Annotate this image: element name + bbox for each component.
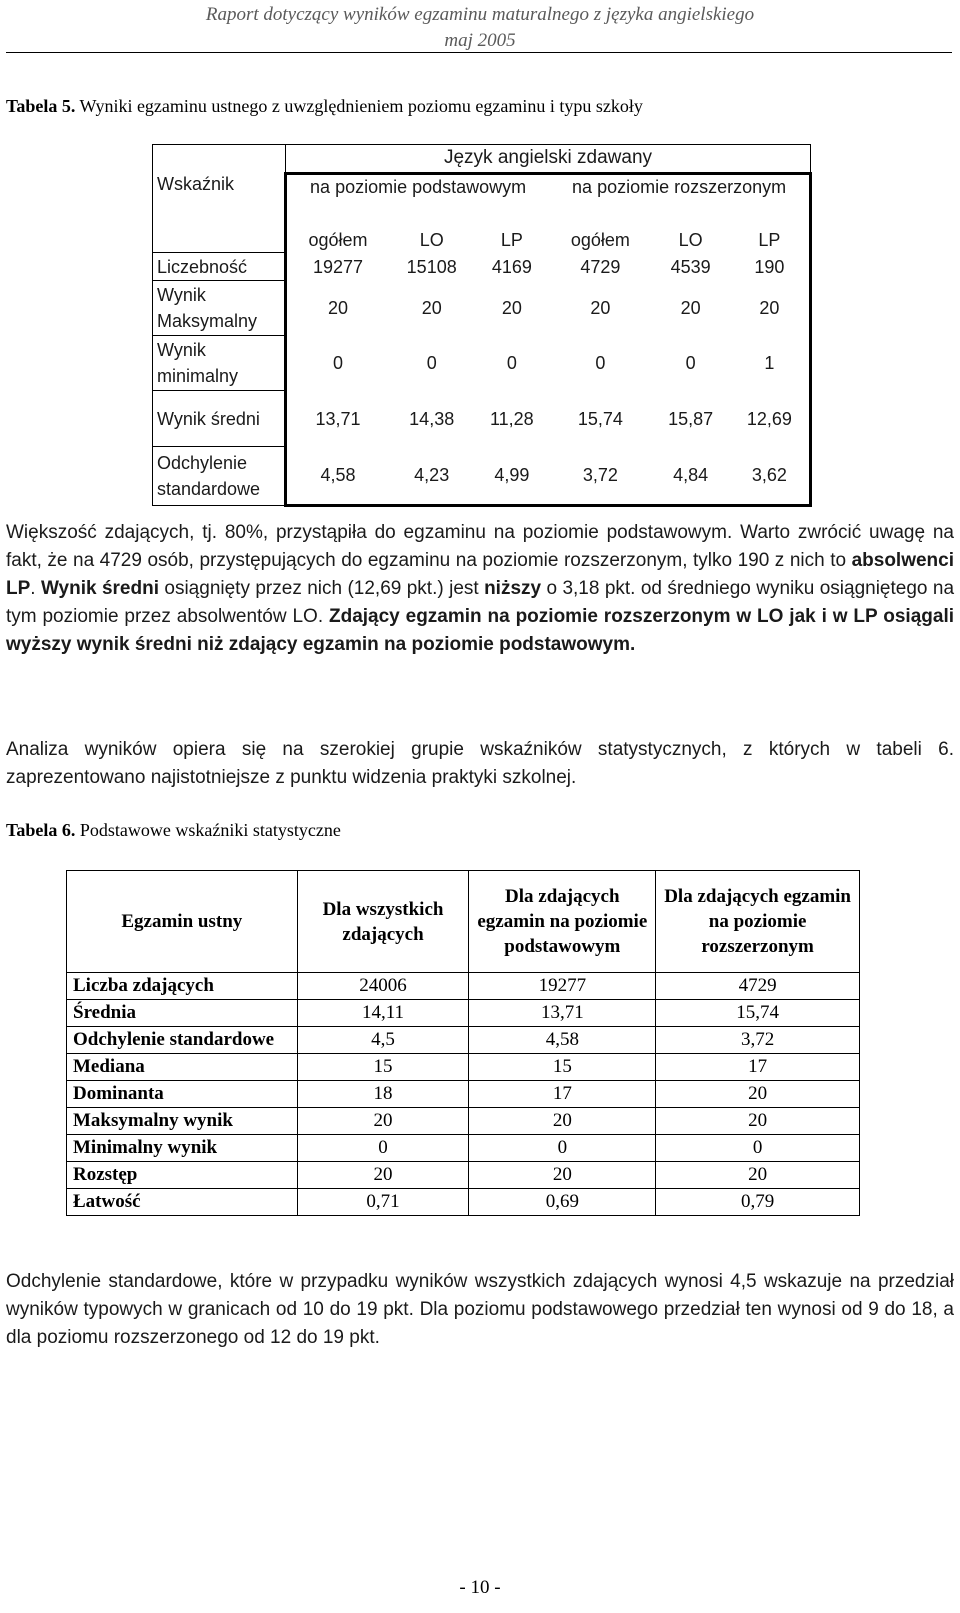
paragraph-emphasis: niższy [484,578,542,599]
paragraph-emphasis: Wynik średni [40,578,159,599]
table5-row-label: Wynik minimalny [153,336,286,391]
paragraph-emphasis: absolwenci LP [6,550,954,599]
table-row [153,391,811,446]
table6-header: Egzamin ustny [67,871,298,973]
table5-level-basic: na poziomie podstawowym [286,173,550,226]
table6-caption-label: Tabela 6. [6,820,76,840]
table5-subheader: LO [678,229,703,250]
table6-cell: 20 [297,1108,469,1135]
table6-cell: 14,11 [297,1000,469,1027]
table6-row-label: Mediana [67,1054,298,1081]
table6-cell: 0 [469,1135,656,1162]
table5-cell: 0 [286,336,389,391]
table6-row-label: Średnia [67,1000,298,1027]
table6-cell: 20 [656,1108,860,1135]
page-header [0,0,960,54]
table5-cell: 11,28 [489,408,534,429]
table5-cell: 1 [730,336,811,391]
table-row [67,973,860,1000]
table6-header: Dla wszystkich zdających [297,871,469,973]
table6 [66,870,860,1216]
table5-cell: 20 [590,298,611,319]
table6-row-label: Dominanta [67,1081,298,1108]
table6-row-label: Odchylenie standardowe [67,1027,298,1054]
table5-subheader: LP [730,226,811,253]
page-number: - 10 - [459,1577,501,1598]
table5-caption-text: Wyniki egzaminu ustnego z uwzględnieniem poziomu egzaminu i typu szkoły [75,96,643,116]
table6-header: Dla zdających egzamin na poziomie podstawowym [469,871,656,973]
table6-cell: 3,72 [656,1027,860,1054]
table5-cell: 4729 [580,256,621,277]
table5-cell: 13,71 [286,391,389,446]
table5-cell: 15,87 [668,408,714,429]
table6-cell: 0 [656,1135,860,1162]
table5-cell: 190 [730,253,811,281]
table5-cell: 20 [680,298,701,319]
paragraph-std-dev: Odchylenie standardowe, które w przypadku wyników wszystkich zdających wynosi 4,5 wskazuje na przedział wyników typowych w granicach od 10 do 19 pkt. Dla poziomu podstawowego przedział ten wynosi od 9 do 18, a dla poziomu rozszerzonego od 12 do 19 pkt. [6,1271,954,1348]
paragraph-text: . [30,578,41,599]
table5-cell: 20 [286,280,389,335]
table5-cell: 3,62 [730,446,811,505]
table5-cell: 15,74 [577,408,623,429]
table-row [153,253,811,281]
table5-cell: 15108 [406,256,457,277]
table6-cell: 20 [656,1081,860,1108]
table5-subheader: ogółem [570,229,630,250]
table5-cell: 0 [426,353,437,374]
table6-cell: 0 [297,1135,469,1162]
table5-row-label: Wynik średni [153,391,286,446]
table5-cell: 4169 [491,256,532,277]
table5-cell: 20 [730,280,811,335]
paragraph-results [6,519,954,659]
paragraph-text: osiągnięty przez nich (12,69 pkt.) jest [159,578,485,599]
table-row [153,336,811,391]
table6-caption [6,820,341,841]
table-row [67,1081,860,1108]
table-row [67,1189,860,1216]
table5-subheader: LP [500,229,523,250]
table5-cell: 4,84 [652,446,730,505]
table5-cell: 19277 [286,253,389,281]
table6-cell: 13,71 [469,1000,656,1027]
table6-cell: 4,58 [469,1027,656,1054]
table5-cell: 20 [501,298,522,319]
paragraph-text: o 3,18 pkt. od średniego wyniku osiągniętego na tym poziomie przez absolwentów LO. [6,578,955,627]
table6-cell: 19277 [469,973,656,1000]
paragraph-analysis: Analiza wyników opiera się na szerokiej grupie wskaźników statystycznych, z których w tabeli 6. zaprezentowano najistotniejsze z punktu widzenia praktyki szkolnej. [6,739,954,788]
table6-cell: 18 [297,1081,469,1108]
table-row [153,280,811,335]
table5-cell: 4,23 [389,446,475,505]
table-row [67,1054,860,1081]
table5-cell: 0 [506,353,517,374]
table-row [67,1000,860,1027]
table5-indicator-header: Wskaźnik [153,145,286,253]
header-title: Raport dotyczący wyników egzaminu maturalnego z języka angielskiego [205,4,755,25]
table6-row-label: Liczba zdających [67,973,298,1000]
table5-cell: 4539 [670,256,711,277]
table5-row-label: Odchylenie standardowe [153,446,286,505]
table6-cell: 17 [469,1081,656,1108]
table6-caption-text: Podstawowe wskaźniki statystyczne [75,820,341,840]
table6-cell: 17 [656,1054,860,1081]
table5-cell: 12,69 [730,391,811,446]
header-date: maj 2005 [444,30,516,51]
table6-header-row [67,871,860,973]
table6-cell: 15 [297,1054,469,1081]
table-row [153,446,811,505]
table5-caption [6,96,643,117]
table6-cell: 20 [469,1162,656,1189]
table5-cell: 4,99 [474,446,549,505]
header-divider [6,52,952,53]
table6-cell: 4729 [656,973,860,1000]
table5-row-label: Liczebność [153,253,286,281]
table6-cell: 15,74 [656,1000,860,1027]
table6-cell: 15 [469,1054,656,1081]
table-row [67,1135,860,1162]
table5-caption-label: Tabela 5. [6,96,76,116]
table6-cell: 20 [656,1162,860,1189]
table6-cell: 20 [469,1108,656,1135]
paragraph-emphasis: Zdający egzamin na poziomie rozszerzonym w LO jak i w LP osiągali wyższy wynik średni niż zdający egzamin na poziomie podstawowym. [6,606,954,655]
table5-level-extended: na poziomie rozszerzonym [549,173,810,226]
table5-row-label: Wynik Maksymalny [153,280,286,335]
table6-row-label: Łatwość [67,1189,298,1216]
paragraph-text: Większość zdających, tj. 80%, przystąpiła do egzaminu na poziomie podstawowym. Warto zwrócić uwagę na fakt, że na 4729 osób, przystępujących do egzaminu na poziomie rozszerzonym, tylko 190 z nich to [6,522,954,571]
table-row [67,1162,860,1189]
table5-cell: 20 [421,298,442,319]
table5 [152,144,812,507]
table5-cell: 0 [595,353,606,374]
table6-row-label: Maksymalny wynik [67,1108,298,1135]
table-row [67,1108,860,1135]
table6-cell: 4,5 [297,1027,469,1054]
table6-row-label: Rozstęp [67,1162,298,1189]
table6-cell: 0,71 [297,1189,469,1216]
table5-cell: 3,72 [549,446,651,505]
table-row [67,1027,860,1054]
table6-cell: 0,79 [656,1189,860,1216]
table5-cell: 14,38 [409,408,455,429]
table5-language-header: Język angielski zdawany [286,145,811,174]
table5-subheader: ogółem [286,226,389,253]
table6-header: Dla zdających egzamin na poziomie rozszerzonym [656,871,860,973]
table5-cell: 4,58 [286,446,389,505]
table5-cell: 0 [685,353,696,374]
table6-cell: 0,69 [469,1189,656,1216]
table6-row-label: Minimalny wynik [67,1135,298,1162]
table5-subheader: LO [419,229,444,250]
table6-cell: 24006 [297,973,469,1000]
table6-cell: 20 [297,1162,469,1189]
